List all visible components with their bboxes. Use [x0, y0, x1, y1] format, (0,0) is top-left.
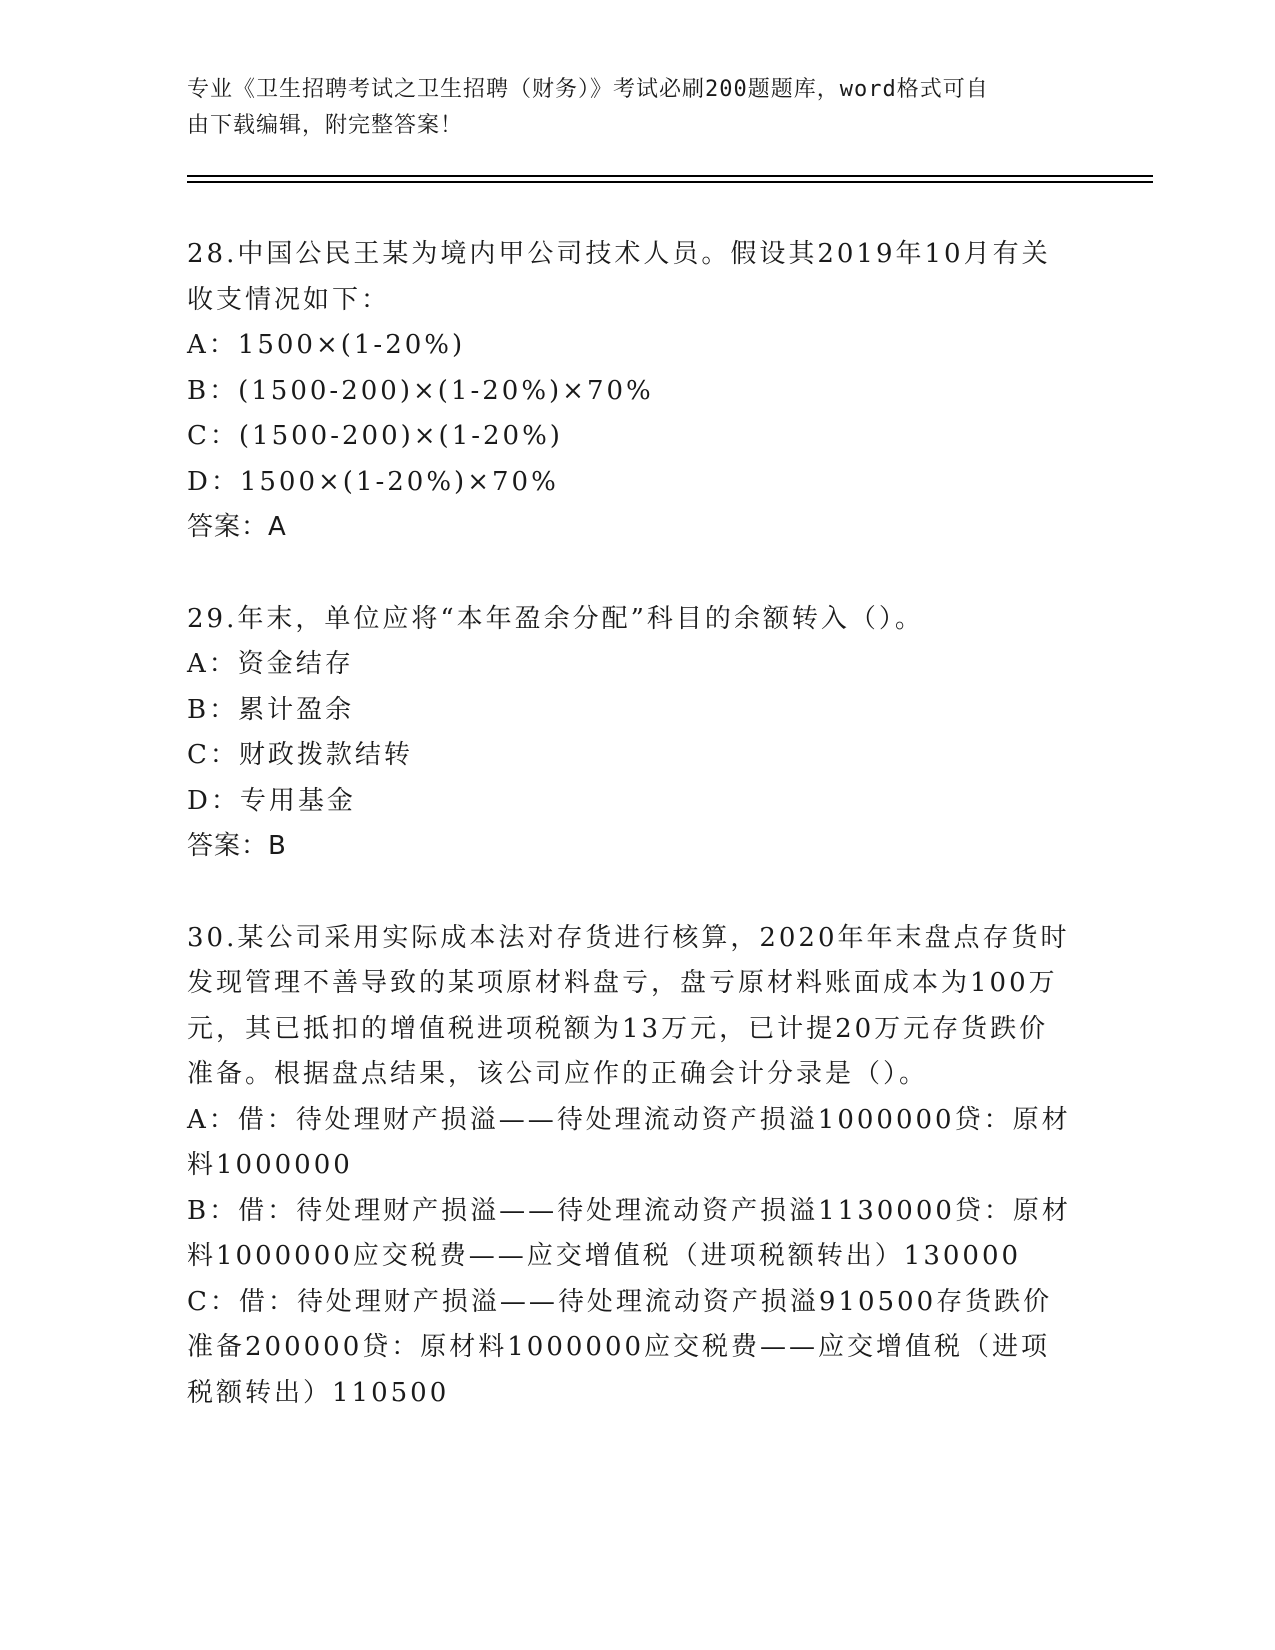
header-divider-bottom: [187, 181, 1153, 183]
header-divider-top: [187, 175, 1153, 177]
question-text: 30.某公司采用实际成本法对存货进行核算，2020年年末盘点存货时发现管理不善导致的某项原材料盘亏，盘亏原材料账面成本为100万元，其已抵扣的增值税进项税额为13万元，已计提20万元存货跌价准备。根据盘点结果，该公司应作的正确会计分录是（）。: [187, 922, 1070, 1089]
option-c: C：(1500-200)×(1-20%): [187, 421, 563, 451]
question-list: [187, 232, 1077, 1462]
question-29: [187, 597, 1077, 870]
option-d: D：1500×(1-20%)×70%: [187, 466, 559, 497]
answer-label: 答案：B: [187, 831, 287, 861]
option-c: C：借：待处理财产损溢——待处理流动资产损溢910500存货跌价准备200000贷：原材料1000000应交税费——应交增值税（进项税额转出）110500: [187, 1286, 1053, 1408]
option-c: C：财政拨款结转: [187, 740, 413, 770]
option-b: B：(1500-200)×(1-20%)×70%: [187, 375, 654, 406]
header-line-2: 由下载编辑，附完整答案！: [187, 113, 464, 138]
header-line-1: 专业《卫生招聘考试之卫生招聘（财务）》考试必刷200题题库，word格式可自: [187, 77, 989, 102]
answer-label: 答案：A: [187, 512, 287, 542]
option-a: A：资金结存: [187, 649, 354, 679]
question-text: 29.年末，单位应将“本年盈余分配”科目的余额转入（）。: [187, 603, 924, 634]
option-b: B：累计盈余: [187, 694, 355, 725]
question-text: 28.中国公民王某为境内甲公司技术人员。假设其2019年10月有关收支情况如下：: [187, 239, 1051, 315]
option-a: A：1500×(1-20%): [187, 330, 466, 360]
question-28: [187, 232, 1077, 551]
option-d: D：专用基金: [187, 785, 356, 816]
document-header: [187, 72, 1067, 144]
question-30: [187, 916, 1077, 1417]
option-a: A：借：待处理财产损溢——待处理流动资产损溢1000000贷：原材料1000000: [187, 1104, 1071, 1180]
option-b: B：借：待处理财产损溢——待处理流动资产损溢1130000贷：原材料1000000应交税费——应交增值税（进项税额转出）130000: [187, 1195, 1071, 1271]
